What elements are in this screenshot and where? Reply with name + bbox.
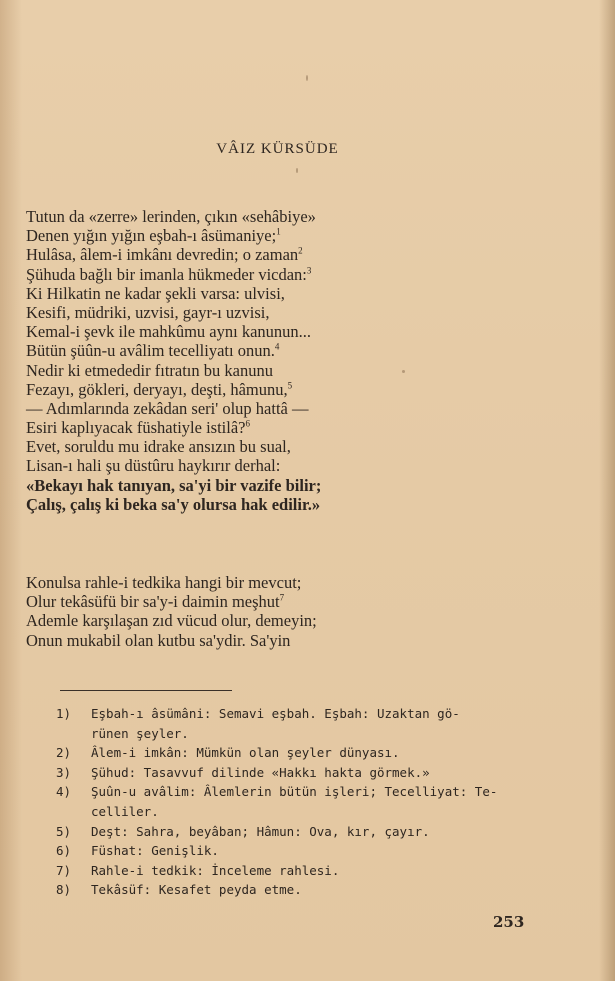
verse-line bbox=[26, 284, 546, 303]
footnote-text bbox=[91, 704, 526, 743]
verse-line bbox=[26, 265, 546, 284]
verse-line bbox=[26, 341, 546, 360]
verse-line bbox=[26, 380, 546, 399]
footnote-number: 1) bbox=[56, 706, 72, 721]
footnote-line: celliler. bbox=[91, 803, 159, 819]
footnote-marker: 6 bbox=[245, 418, 250, 429]
footnote-marker: 4 bbox=[274, 341, 280, 352]
verse-text: Denen yığın yığın eşbah-ı âsümaniye; bbox=[26, 226, 277, 246]
verse-line bbox=[26, 245, 546, 264]
footnote-number: 3) bbox=[56, 764, 72, 780]
verse-text: Esiri kaplıyacak füshatiyle istilâ? bbox=[26, 418, 246, 438]
footnote-marker: 3 bbox=[306, 265, 312, 276]
footnote-number: 5) bbox=[56, 823, 72, 839]
verse-text: Ki Hilkatin ne kadar şekli varsa: ulvisi, bbox=[26, 283, 285, 303]
footnote-item bbox=[56, 822, 526, 842]
verse-line bbox=[26, 418, 546, 437]
verse-text: Olur tekâsüfü bir sa'y-i daimin meşhut bbox=[26, 592, 280, 612]
verse-line bbox=[26, 611, 546, 630]
verse-text: Şühuda bağlı bir imanla hükmeder vicdan: bbox=[26, 264, 307, 284]
footnote-text bbox=[91, 822, 526, 842]
verse-line bbox=[26, 437, 546, 456]
paper-speck bbox=[306, 75, 308, 81]
paper-speck bbox=[296, 168, 298, 173]
verse-line bbox=[26, 207, 546, 226]
footnote-number: 4) bbox=[56, 784, 72, 800]
verse-text: — Adımlarında zekâdan seri' olup hattâ — bbox=[26, 398, 309, 418]
verse-text: Tutun da «zerre» lerinden, çıkın «sehâbiye» bbox=[26, 207, 316, 226]
verse-text: «Bekayı hak tanıyan, sa'yi bir vazife bilir; bbox=[26, 475, 322, 495]
verse-line bbox=[26, 573, 546, 592]
verse-text: Fezayı, gökleri, deryayı, deşti, hâmunu, bbox=[26, 379, 288, 399]
footnote-line: rünen şeyler. bbox=[91, 725, 189, 741]
footnote-line: Şühud: Tasavvuf dilinde «Hakkı hakta görmek.» bbox=[91, 764, 430, 780]
footnote-text bbox=[91, 782, 526, 821]
footnote-number: 6) bbox=[56, 843, 72, 859]
verse-text: Kesifi, müdriki, uzvisi, gayr-ı uzvisi, bbox=[26, 302, 270, 322]
footnote-item bbox=[56, 782, 526, 821]
verse-line bbox=[26, 631, 546, 650]
verse-text: Çalış, çalış ki beka sa'y olursa hak edilir.» bbox=[26, 494, 321, 514]
verse-text: Bütün şüûn-u avâlim tecelliyatı onun. bbox=[26, 341, 275, 361]
footnote-line: Âlem-i imkân: Mümkün olan şeyler dünyası. bbox=[91, 745, 400, 761]
footnote-item bbox=[56, 861, 526, 881]
verse-line bbox=[26, 456, 546, 475]
footnote-item bbox=[56, 704, 526, 743]
footnote-marker: 5 bbox=[287, 380, 293, 391]
footnote-line: Eşbah-ı âsümâni: Semavi eşbah. Eşbah: Uzaktan gö- bbox=[91, 706, 460, 721]
verse-line bbox=[26, 592, 546, 611]
footnote-line: Tekâsüf: Kesafet peyda etme. bbox=[91, 882, 302, 898]
footnote-text bbox=[91, 880, 526, 900]
footnote-text bbox=[91, 861, 526, 881]
footnotes bbox=[56, 704, 526, 900]
footnote-item bbox=[56, 841, 526, 861]
verse-line bbox=[26, 399, 546, 418]
verse-line bbox=[26, 226, 546, 245]
footnote-number: 8) bbox=[56, 882, 72, 898]
page-number: 253 bbox=[493, 913, 525, 931]
footnote-marker: 2 bbox=[298, 245, 303, 256]
verse-text: Ademle karşılaşan zıd vücud olur, demeyin; bbox=[26, 611, 317, 631]
footnote-text bbox=[91, 763, 526, 783]
verse-line bbox=[26, 495, 546, 514]
verse-text: Hulâsa, âlem-i imkânı devredin; o zaman bbox=[26, 245, 299, 265]
footnote-marker: 7 bbox=[279, 592, 285, 603]
footnote-divider bbox=[60, 690, 232, 691]
verse-text: Lisan-ı hali şu düstûru haykırır derhal: bbox=[26, 456, 281, 476]
poem-stanza-2 bbox=[26, 573, 546, 650]
footnote-line: Deşt: Sahra, beyâban; Hâmun: Ova, kır, çayır. bbox=[91, 823, 430, 839]
footnote-item bbox=[56, 743, 526, 763]
page-title: VÂIZ KÜRSÜDE bbox=[216, 141, 339, 157]
verse-line bbox=[26, 361, 546, 380]
verse-text: Kemal-i şevk ile mahkûmu aynı kanunun... bbox=[26, 322, 312, 342]
footnote-line: Rahle-i tedkik: İnceleme rahlesi. bbox=[91, 862, 340, 878]
verse-text: Evet, soruldu mu idrake ansızın bu sual, bbox=[26, 437, 291, 457]
footnote-marker: 1 bbox=[276, 226, 281, 237]
verse-text: Onun mukabil olan kutbu sa'ydir. Sa'yin bbox=[26, 630, 291, 650]
poem-stanza-1 bbox=[26, 207, 546, 514]
footnote-number: 7) bbox=[56, 862, 72, 878]
footnote-number: 2) bbox=[56, 745, 72, 761]
footnote-item bbox=[56, 880, 526, 900]
footnote-text bbox=[91, 743, 526, 763]
footnote-text bbox=[91, 841, 526, 861]
verse-text: Nedir ki etmededir fıtratın bu kanunu bbox=[26, 360, 273, 380]
verse-line bbox=[26, 322, 546, 341]
verse-line bbox=[26, 303, 546, 322]
verse-line bbox=[26, 476, 546, 495]
footnote-line: Şuûn-u avâlim: Âlemlerin bütün işleri; Tecelliyat: Te- bbox=[91, 784, 498, 800]
footnote-line: Füshat: Genişlik. bbox=[91, 843, 219, 859]
verse-text: Konulsa rahle-i tedkika hangi bir mevcut; bbox=[26, 573, 302, 592]
footnote-item bbox=[56, 763, 526, 783]
